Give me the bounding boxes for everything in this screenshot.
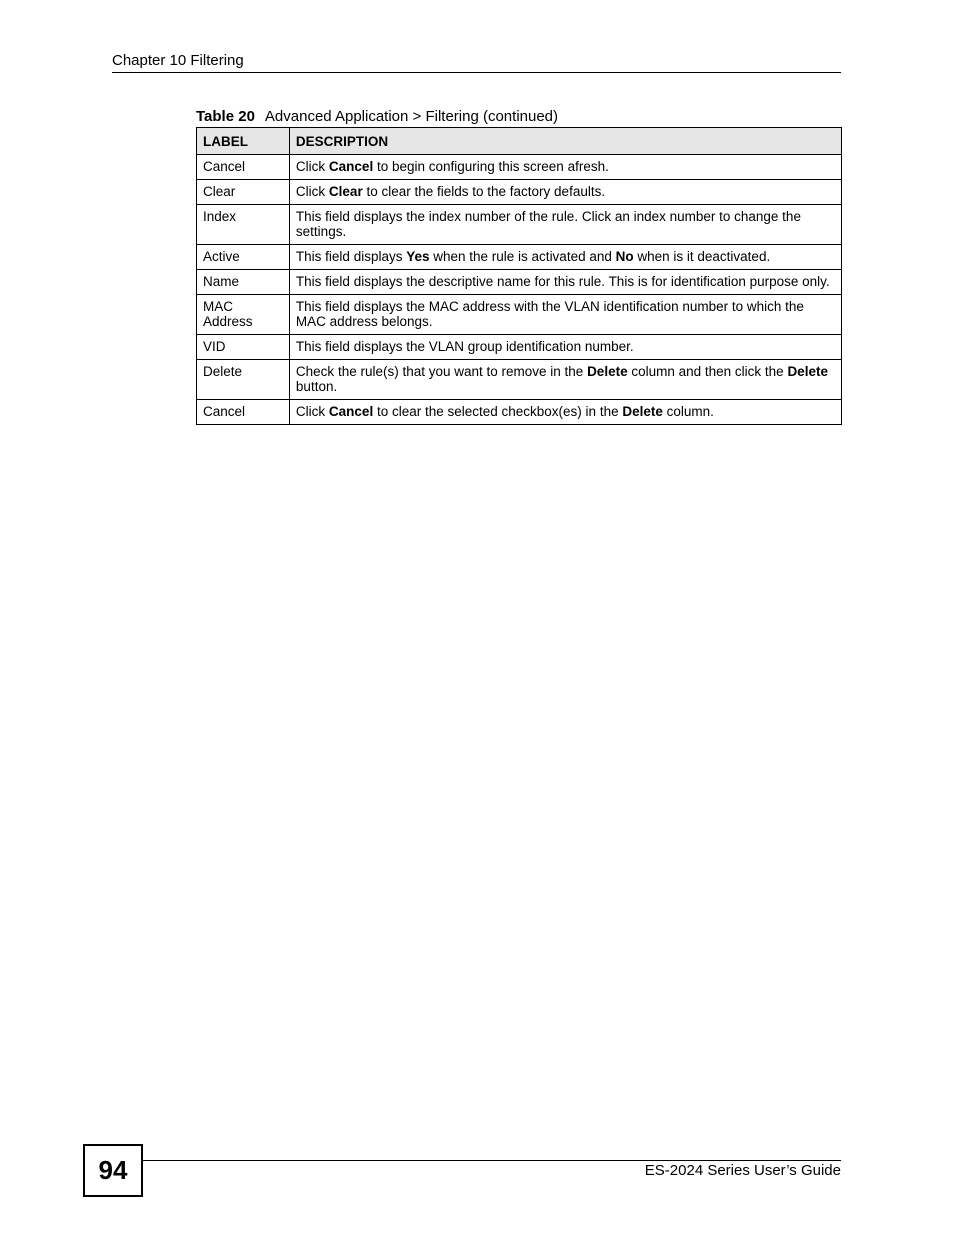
- row-label: Cancel: [197, 400, 290, 425]
- row-label: Active: [197, 245, 290, 270]
- row-label: MAC Address: [197, 295, 290, 335]
- description-emphasis: No: [615, 249, 634, 264]
- row-label: Name: [197, 270, 290, 295]
- description-text: to clear the fields to the factory defaults.: [362, 184, 606, 199]
- table-row: [197, 295, 842, 335]
- description-text: This field displays the descriptive name for this rule. This is for identification purpose only.: [295, 274, 830, 289]
- description-text: column and then click the: [627, 364, 788, 379]
- table-row: [197, 270, 842, 295]
- description-text: Check the rule(s) that you want to remove in the: [295, 364, 588, 379]
- row-label: Cancel: [197, 155, 290, 180]
- column-header-description: DESCRIPTION: [289, 128, 841, 155]
- description-text: This field displays the index number of the rule. Click an index number to change the settings.: [295, 209, 801, 239]
- description-text: button.: [295, 379, 338, 394]
- row-label: VID: [197, 335, 290, 360]
- table-header-row: [197, 128, 842, 155]
- row-description: [289, 335, 841, 360]
- row-description: [289, 270, 841, 295]
- description-text: This field displays: [295, 249, 407, 264]
- row-label: Index: [197, 205, 290, 245]
- row-description: [289, 360, 841, 400]
- table-row: [197, 400, 842, 425]
- page-number: 94: [83, 1144, 143, 1197]
- table-row: [197, 180, 842, 205]
- table-row: [197, 155, 842, 180]
- description-text: This field displays the VLAN group identification number.: [295, 339, 634, 354]
- chapter-header: [112, 51, 841, 73]
- description-emphasis: Delete: [622, 404, 663, 419]
- description-text: Click: [295, 404, 329, 419]
- row-description: [289, 155, 841, 180]
- table-row: [197, 245, 842, 270]
- row-description: [289, 205, 841, 245]
- table-number: Table 20: [196, 108, 255, 125]
- description-text: Click: [295, 184, 329, 199]
- row-label: Delete: [197, 360, 290, 400]
- description-text: to begin configuring this screen afresh.: [373, 159, 609, 174]
- description-emphasis: Cancel: [328, 159, 374, 174]
- description-emphasis: Cancel: [328, 404, 374, 419]
- description-text: This field displays the MAC address with the VLAN identification number to which the MAC address belongs.: [295, 299, 804, 329]
- description-emphasis: Clear: [328, 184, 363, 199]
- table-caption: [196, 107, 558, 127]
- row-description: [289, 295, 841, 335]
- column-header-label: LABEL: [197, 128, 290, 155]
- table-body: [197, 155, 842, 425]
- chapter-title: Chapter 10 Filtering: [112, 52, 244, 69]
- description-text: Click: [295, 159, 329, 174]
- row-description: [289, 180, 841, 205]
- description-text: when is it deactivated.: [633, 249, 771, 264]
- description-emphasis: Yes: [406, 249, 430, 264]
- table-title: Advanced Application > Filtering (continued): [264, 108, 559, 125]
- row-label: Clear: [197, 180, 290, 205]
- table-row: [197, 205, 842, 245]
- row-description: [289, 245, 841, 270]
- guide-title: ES-2024 Series User’s Guide: [644, 1162, 841, 1179]
- table-row: [197, 335, 842, 360]
- description-emphasis: Delete: [787, 364, 828, 379]
- description-emphasis: Delete: [587, 364, 628, 379]
- description-text: to clear the selected checkbox(es) in the: [373, 404, 623, 419]
- row-description: [289, 400, 841, 425]
- table-row: [197, 360, 842, 400]
- description-text: column.: [662, 404, 714, 419]
- description-table: [196, 127, 842, 425]
- description-text: when the rule is activated and: [429, 249, 616, 264]
